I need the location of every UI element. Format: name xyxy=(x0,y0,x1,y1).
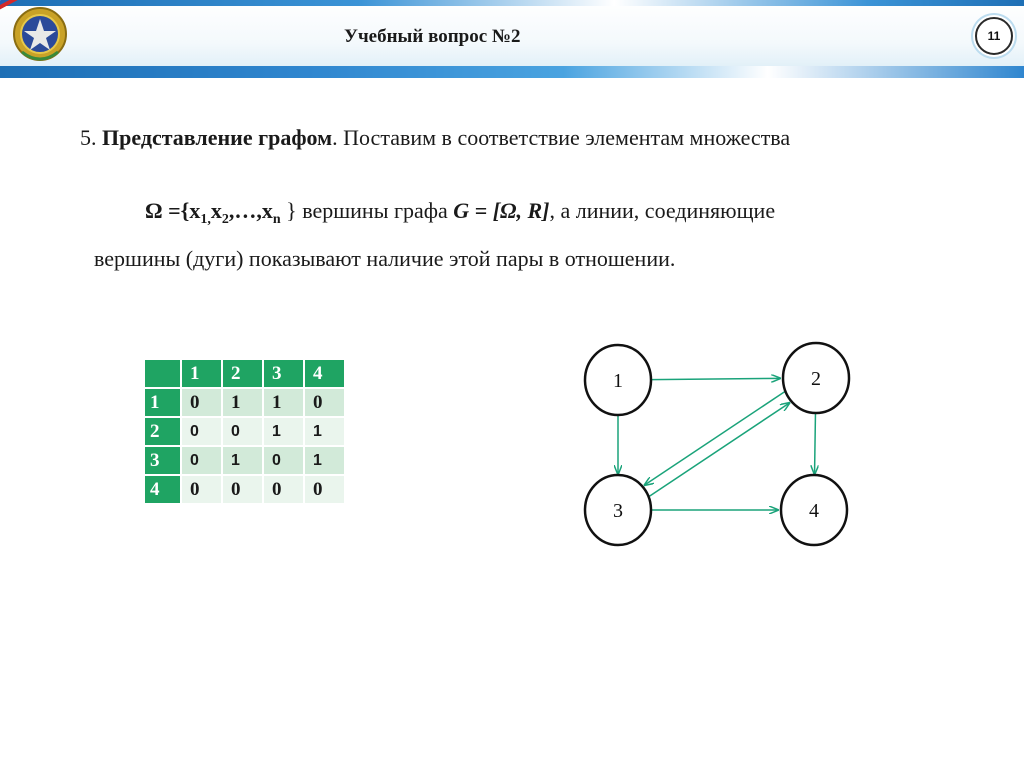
edge-1-to-2 xyxy=(652,378,780,379)
matrix-row-header: 2 xyxy=(144,417,181,446)
matrix-row xyxy=(144,388,345,417)
set-close: } xyxy=(280,198,297,223)
graph-node-label-4: 4 xyxy=(809,500,819,522)
matrix-header-row xyxy=(144,359,345,388)
item-text: . Поставим в соответствие элементам множества xyxy=(332,125,791,150)
slide-title: Учебный вопрос №2 xyxy=(344,26,521,47)
edge-2-to-4 xyxy=(815,412,816,474)
header-stripe-top xyxy=(0,0,1024,6)
academy-emblem-icon xyxy=(12,4,68,68)
matrix-row xyxy=(144,475,345,504)
matrix-row xyxy=(144,446,345,475)
matrix-cell: 0 xyxy=(263,475,304,504)
matrix-cell: 0 xyxy=(263,446,304,475)
matrix-row-header: 3 xyxy=(144,446,181,475)
item-heading: Представление графом xyxy=(102,125,333,150)
matrix-corner xyxy=(144,359,181,388)
matrix-cell: 0 xyxy=(181,388,222,417)
matrix-cell: 1 xyxy=(304,446,345,475)
matrix-row-header: 1 xyxy=(144,388,181,417)
slide-header xyxy=(0,0,1024,78)
matrix-cell: 0 xyxy=(304,475,345,504)
item-number: 5. xyxy=(80,125,97,150)
matrix-cell: 1 xyxy=(222,446,263,475)
matrix-col-header: 2 xyxy=(222,359,263,388)
graph-text: вершины графа xyxy=(296,198,454,223)
matrix-cell: 0 xyxy=(222,475,263,504)
graph-node-label-2: 2 xyxy=(811,368,821,390)
graph-formula: G = [Ω, R] xyxy=(453,198,550,223)
matrix-cell: 1 xyxy=(263,417,304,446)
paragraph-line-1 xyxy=(80,125,790,151)
page-number-badge: 11 xyxy=(975,17,1013,55)
edge-3-to-2 xyxy=(650,403,790,496)
graph-node-label-3: 3 xyxy=(613,500,623,522)
header-stripe-bottom xyxy=(0,66,1024,78)
matrix-col-header: 4 xyxy=(304,359,345,388)
matrix-col-header: 1 xyxy=(181,359,222,388)
set-definition: $\Omega =\{x_{1,}x_2,\dots,x_n$ xyxy=(145,198,281,227)
matrix-cell: 0 xyxy=(181,475,222,504)
directed-graph xyxy=(570,330,870,560)
matrix-cell: 0 xyxy=(222,417,263,446)
matrix-row xyxy=(144,417,345,446)
adjacency-matrix xyxy=(143,358,346,505)
paragraph-line-3: вершины (дуги) показывают наличие этой пары в отношении. xyxy=(94,246,676,271)
matrix-cell: 0 xyxy=(181,446,222,475)
matrix-col-header: 3 xyxy=(263,359,304,388)
matrix-cell: 1 xyxy=(304,417,345,446)
graph-node-label-1: 1 xyxy=(613,370,623,392)
matrix-cell: 0 xyxy=(181,417,222,446)
matrix-cell: 0 xyxy=(304,388,345,417)
matrix-row-header: 4 xyxy=(144,475,181,504)
edge-2-to-3 xyxy=(645,392,785,485)
graph-text-rest: , а линии, соединяющие xyxy=(549,198,776,223)
paragraph-line-2 xyxy=(145,198,775,233)
graph-nodes xyxy=(585,343,849,545)
matrix-cell: 1 xyxy=(263,388,304,417)
matrix-cell: 1 xyxy=(222,388,263,417)
